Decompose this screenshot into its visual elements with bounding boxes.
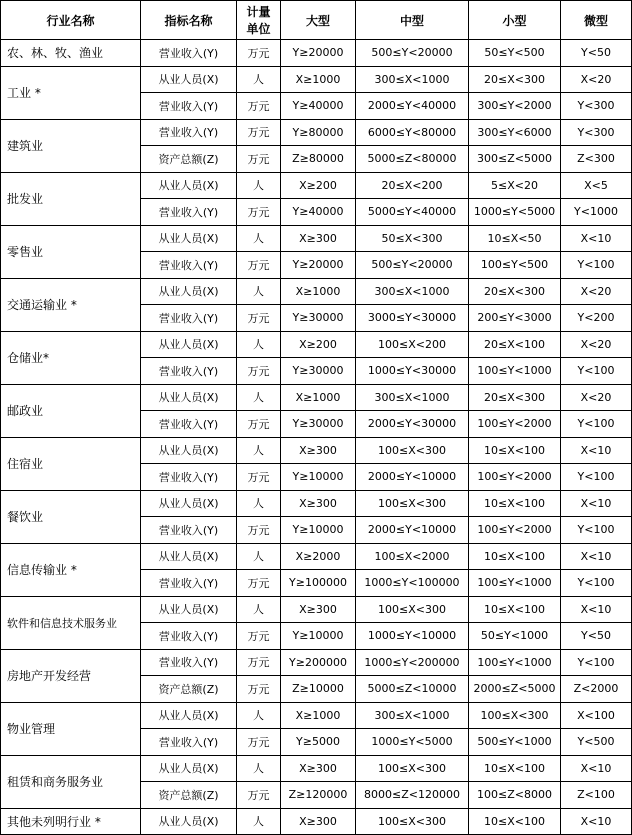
medium-threshold-cell: 500≤Y<20000 <box>356 252 469 279</box>
large-threshold-cell: Y≥100000 <box>281 570 356 597</box>
industry-name-cell: 建筑业 <box>1 119 141 172</box>
table-row <box>1 66 632 93</box>
micro-threshold-cell: Y<300 <box>561 119 632 146</box>
micro-threshold-cell: Z<100 <box>561 782 632 809</box>
unit-cell: 万元 <box>237 517 281 544</box>
medium-threshold-cell: 100≤X<200 <box>356 331 469 358</box>
unit-cell: 万元 <box>237 252 281 279</box>
large-threshold-cell: X≥300 <box>281 596 356 623</box>
medium-threshold-cell: 1000≤Y<30000 <box>356 358 469 385</box>
industry-name-cell: 其他未列明行业 * <box>1 808 141 835</box>
large-threshold-cell: Y≥80000 <box>281 119 356 146</box>
micro-threshold-cell: Y<100 <box>561 464 632 491</box>
header-small: 小型 <box>469 1 561 40</box>
medium-threshold-cell: 2000≤Y<40000 <box>356 93 469 120</box>
large-threshold-cell: Y≥30000 <box>281 411 356 438</box>
medium-threshold-cell: 5000≤Z<10000 <box>356 676 469 703</box>
large-threshold-cell: Y≥200000 <box>281 649 356 676</box>
unit-cell: 人 <box>237 596 281 623</box>
micro-threshold-cell: Y<100 <box>561 649 632 676</box>
medium-threshold-cell: 2000≤Y<10000 <box>356 464 469 491</box>
small-threshold-cell: 20≤X<300 <box>469 66 561 93</box>
small-threshold-cell: 10≤X<100 <box>469 808 561 835</box>
indicator-cell: 从业人员(X) <box>141 596 237 623</box>
indicator-cell: 从业人员(X) <box>141 225 237 252</box>
unit-cell: 万元 <box>237 146 281 173</box>
micro-threshold-cell: X<100 <box>561 702 632 729</box>
medium-threshold-cell: 100≤X<300 <box>356 437 469 464</box>
large-threshold-cell: X≥2000 <box>281 543 356 570</box>
large-threshold-cell: Y≥40000 <box>281 199 356 226</box>
indicator-cell: 从业人员(X) <box>141 808 237 835</box>
small-threshold-cell: 100≤X<300 <box>469 702 561 729</box>
medium-threshold-cell: 1000≤Y<100000 <box>356 570 469 597</box>
micro-threshold-cell: Z<2000 <box>561 676 632 703</box>
medium-threshold-cell: 2000≤Y<10000 <box>356 517 469 544</box>
medium-threshold-cell: 6000≤Y<80000 <box>356 119 469 146</box>
table-row <box>1 40 632 67</box>
unit-cell: 万元 <box>237 411 281 438</box>
unit-cell: 人 <box>237 543 281 570</box>
medium-threshold-cell: 300≤X<1000 <box>356 384 469 411</box>
large-threshold-cell: Z≥10000 <box>281 676 356 703</box>
small-threshold-cell: 10≤X<100 <box>469 543 561 570</box>
unit-cell: 万元 <box>237 729 281 756</box>
small-threshold-cell: 20≤X<300 <box>469 384 561 411</box>
unit-cell: 人 <box>237 808 281 835</box>
small-threshold-cell: 300≤Z<5000 <box>469 146 561 173</box>
table-body <box>1 40 632 835</box>
indicator-cell: 从业人员(X) <box>141 437 237 464</box>
small-threshold-cell: 2000≤Z<5000 <box>469 676 561 703</box>
industry-name-cell: 软件和信息技术服务业 <box>1 596 141 649</box>
medium-threshold-cell: 300≤X<1000 <box>356 702 469 729</box>
table-row <box>1 172 632 199</box>
micro-threshold-cell: Y<200 <box>561 305 632 332</box>
industry-name-cell: 工业 * <box>1 66 141 119</box>
table-row <box>1 331 632 358</box>
small-threshold-cell: 50≤Y<1000 <box>469 623 561 650</box>
indicator-cell: 营业收入(Y) <box>141 464 237 491</box>
medium-threshold-cell: 3000≤Y<30000 <box>356 305 469 332</box>
table-row <box>1 543 632 570</box>
large-threshold-cell: Y≥10000 <box>281 623 356 650</box>
unit-cell: 万元 <box>237 119 281 146</box>
table-row <box>1 119 632 146</box>
large-threshold-cell: X≥1000 <box>281 278 356 305</box>
indicator-cell: 从业人员(X) <box>141 543 237 570</box>
micro-threshold-cell: X<10 <box>561 490 632 517</box>
small-threshold-cell: 100≤Y<2000 <box>469 517 561 544</box>
unit-cell: 万元 <box>237 305 281 332</box>
industry-name-cell: 住宿业 <box>1 437 141 490</box>
large-threshold-cell: Y≥30000 <box>281 305 356 332</box>
indicator-cell: 营业收入(Y) <box>141 119 237 146</box>
indicator-cell: 从业人员(X) <box>141 755 237 782</box>
table-row <box>1 437 632 464</box>
large-threshold-cell: Y≥40000 <box>281 93 356 120</box>
large-threshold-cell: X≥200 <box>281 172 356 199</box>
large-threshold-cell: Y≥10000 <box>281 517 356 544</box>
small-threshold-cell: 20≤X<100 <box>469 331 561 358</box>
small-threshold-cell: 100≤Y<500 <box>469 252 561 279</box>
unit-cell: 人 <box>237 278 281 305</box>
indicator-cell: 营业收入(Y) <box>141 93 237 120</box>
micro-threshold-cell: Y<100 <box>561 570 632 597</box>
small-threshold-cell: 100≤Y<2000 <box>469 411 561 438</box>
industry-name-cell: 农、林、牧、渔业 <box>1 40 141 67</box>
medium-threshold-cell: 500≤Y<20000 <box>356 40 469 67</box>
micro-threshold-cell: Y<50 <box>561 40 632 67</box>
medium-threshold-cell: 300≤X<1000 <box>356 278 469 305</box>
unit-cell: 万元 <box>237 358 281 385</box>
small-threshold-cell: 50≤Y<500 <box>469 40 561 67</box>
header-medium: 中型 <box>356 1 469 40</box>
indicator-cell: 从业人员(X) <box>141 172 237 199</box>
indicator-cell: 从业人员(X) <box>141 66 237 93</box>
micro-threshold-cell: X<10 <box>561 437 632 464</box>
medium-threshold-cell: 50≤X<300 <box>356 225 469 252</box>
table-row <box>1 225 632 252</box>
table-row <box>1 596 632 623</box>
micro-threshold-cell: Y<300 <box>561 93 632 120</box>
medium-threshold-cell: 1000≤Y<10000 <box>356 623 469 650</box>
unit-cell: 万元 <box>237 676 281 703</box>
indicator-cell: 营业收入(Y) <box>141 199 237 226</box>
medium-threshold-cell: 100≤X<300 <box>356 596 469 623</box>
micro-threshold-cell: X<20 <box>561 384 632 411</box>
industry-name-cell: 餐饮业 <box>1 490 141 543</box>
table-row <box>1 755 632 782</box>
micro-threshold-cell: X<20 <box>561 278 632 305</box>
micro-threshold-cell: X<10 <box>561 596 632 623</box>
micro-threshold-cell: X<10 <box>561 225 632 252</box>
micro-threshold-cell: Y<100 <box>561 517 632 544</box>
header-micro: 微型 <box>561 1 632 40</box>
large-threshold-cell: Y≥20000 <box>281 40 356 67</box>
large-threshold-cell: Z≥120000 <box>281 782 356 809</box>
table-row <box>1 278 632 305</box>
large-threshold-cell: Y≥5000 <box>281 729 356 756</box>
medium-threshold-cell: 300≤X<1000 <box>356 66 469 93</box>
large-threshold-cell: X≥300 <box>281 808 356 835</box>
medium-threshold-cell: 100≤X<300 <box>356 808 469 835</box>
small-threshold-cell: 10≤X<50 <box>469 225 561 252</box>
large-threshold-cell: Y≥10000 <box>281 464 356 491</box>
small-threshold-cell: 100≤Y<1000 <box>469 649 561 676</box>
unit-cell: 万元 <box>237 782 281 809</box>
small-threshold-cell: 300≤Y<6000 <box>469 119 561 146</box>
medium-threshold-cell: 5000≤Z<80000 <box>356 146 469 173</box>
indicator-cell: 资产总额(Z) <box>141 146 237 173</box>
industry-name-cell: 邮政业 <box>1 384 141 437</box>
large-threshold-cell: X≥300 <box>281 437 356 464</box>
micro-threshold-cell: X<5 <box>561 172 632 199</box>
medium-threshold-cell: 5000≤Y<40000 <box>356 199 469 226</box>
unit-cell: 人 <box>237 384 281 411</box>
indicator-cell: 营业收入(Y) <box>141 517 237 544</box>
small-threshold-cell: 100≤Y<2000 <box>469 464 561 491</box>
unit-cell: 万元 <box>237 464 281 491</box>
unit-cell: 人 <box>237 331 281 358</box>
indicator-cell: 营业收入(Y) <box>141 623 237 650</box>
header-industry: 行业名称 <box>1 1 141 40</box>
micro-threshold-cell: Y<1000 <box>561 199 632 226</box>
header-indicator: 指标名称 <box>141 1 237 40</box>
unit-cell: 万元 <box>237 40 281 67</box>
unit-cell: 人 <box>237 172 281 199</box>
header-unit <box>237 1 281 40</box>
indicator-cell: 营业收入(Y) <box>141 649 237 676</box>
large-threshold-cell: X≥1000 <box>281 66 356 93</box>
unit-cell: 万元 <box>237 570 281 597</box>
indicator-cell: 资产总额(Z) <box>141 676 237 703</box>
table-row <box>1 808 632 835</box>
large-threshold-cell: X≥200 <box>281 331 356 358</box>
unit-cell: 人 <box>237 755 281 782</box>
large-threshold-cell: Y≥20000 <box>281 252 356 279</box>
small-threshold-cell: 1000≤Y<5000 <box>469 199 561 226</box>
unit-cell: 万元 <box>237 649 281 676</box>
indicator-cell: 营业收入(Y) <box>141 252 237 279</box>
table-row <box>1 490 632 517</box>
table-row <box>1 384 632 411</box>
industry-name-cell: 批发业 <box>1 172 141 225</box>
medium-threshold-cell: 1000≤Y<5000 <box>356 729 469 756</box>
large-threshold-cell: Z≥80000 <box>281 146 356 173</box>
micro-threshold-cell: Z<300 <box>561 146 632 173</box>
small-threshold-cell: 10≤X<100 <box>469 596 561 623</box>
micro-threshold-cell: X<10 <box>561 543 632 570</box>
indicator-cell: 从业人员(X) <box>141 331 237 358</box>
unit-cell: 万元 <box>237 93 281 120</box>
small-threshold-cell: 100≤Z<8000 <box>469 782 561 809</box>
indicator-cell: 营业收入(Y) <box>141 40 237 67</box>
header-unit-line1: 计量 <box>246 5 271 19</box>
micro-threshold-cell: X<10 <box>561 808 632 835</box>
small-threshold-cell: 100≤Y<1000 <box>469 570 561 597</box>
unit-cell: 人 <box>237 702 281 729</box>
small-threshold-cell: 5≤X<20 <box>469 172 561 199</box>
small-threshold-cell: 10≤X<100 <box>469 490 561 517</box>
industry-name-cell: 信息传输业 * <box>1 543 141 596</box>
industry-name-cell: 交通运输业 * <box>1 278 141 331</box>
unit-cell: 人 <box>237 490 281 517</box>
medium-threshold-cell: 8000≤Z<120000 <box>356 782 469 809</box>
indicator-cell: 营业收入(Y) <box>141 570 237 597</box>
micro-threshold-cell: Y<100 <box>561 411 632 438</box>
small-threshold-cell: 500≤Y<1000 <box>469 729 561 756</box>
micro-threshold-cell: X<10 <box>561 755 632 782</box>
header-unit-line2: 单位 <box>246 22 271 36</box>
micro-threshold-cell: Y<500 <box>561 729 632 756</box>
indicator-cell: 从业人员(X) <box>141 278 237 305</box>
micro-threshold-cell: Y<50 <box>561 623 632 650</box>
indicator-cell: 营业收入(Y) <box>141 729 237 756</box>
medium-threshold-cell: 1000≤Y<200000 <box>356 649 469 676</box>
industry-name-cell: 零售业 <box>1 225 141 278</box>
small-threshold-cell: 20≤X<300 <box>469 278 561 305</box>
indicator-cell: 从业人员(X) <box>141 702 237 729</box>
medium-threshold-cell: 20≤X<200 <box>356 172 469 199</box>
unit-cell: 万元 <box>237 199 281 226</box>
unit-cell: 人 <box>237 66 281 93</box>
large-threshold-cell: X≥300 <box>281 225 356 252</box>
indicator-cell: 营业收入(Y) <box>141 358 237 385</box>
indicator-cell: 营业收入(Y) <box>141 305 237 332</box>
industry-name-cell: 物业管理 <box>1 702 141 755</box>
small-threshold-cell: 10≤X<100 <box>469 755 561 782</box>
large-threshold-cell: X≥1000 <box>281 384 356 411</box>
medium-threshold-cell: 100≤X<300 <box>356 490 469 517</box>
unit-cell: 人 <box>237 225 281 252</box>
indicator-cell: 资产总额(Z) <box>141 782 237 809</box>
large-threshold-cell: X≥300 <box>281 490 356 517</box>
table-row <box>1 649 632 676</box>
large-threshold-cell: Y≥30000 <box>281 358 356 385</box>
header-row <box>1 1 632 40</box>
small-threshold-cell: 300≤Y<2000 <box>469 93 561 120</box>
large-threshold-cell: X≥1000 <box>281 702 356 729</box>
small-threshold-cell: 200≤Y<3000 <box>469 305 561 332</box>
industry-name-cell: 租赁和商务服务业 <box>1 755 141 808</box>
indicator-cell: 营业收入(Y) <box>141 411 237 438</box>
unit-cell: 万元 <box>237 623 281 650</box>
medium-threshold-cell: 100≤X<300 <box>356 755 469 782</box>
small-threshold-cell: 100≤Y<1000 <box>469 358 561 385</box>
micro-threshold-cell: X<20 <box>561 66 632 93</box>
table-row <box>1 702 632 729</box>
micro-threshold-cell: Y<100 <box>561 358 632 385</box>
large-threshold-cell: X≥300 <box>281 755 356 782</box>
industry-name-cell: 房地产开发经营 <box>1 649 141 702</box>
small-threshold-cell: 10≤X<100 <box>469 437 561 464</box>
indicator-cell: 从业人员(X) <box>141 490 237 517</box>
medium-threshold-cell: 2000≤Y<30000 <box>356 411 469 438</box>
industry-name-cell: 仓储业* <box>1 331 141 384</box>
micro-threshold-cell: X<20 <box>561 331 632 358</box>
header-large: 大型 <box>281 1 356 40</box>
medium-threshold-cell: 100≤X<2000 <box>356 543 469 570</box>
micro-threshold-cell: Y<100 <box>561 252 632 279</box>
unit-cell: 人 <box>237 437 281 464</box>
indicator-cell: 从业人员(X) <box>141 384 237 411</box>
